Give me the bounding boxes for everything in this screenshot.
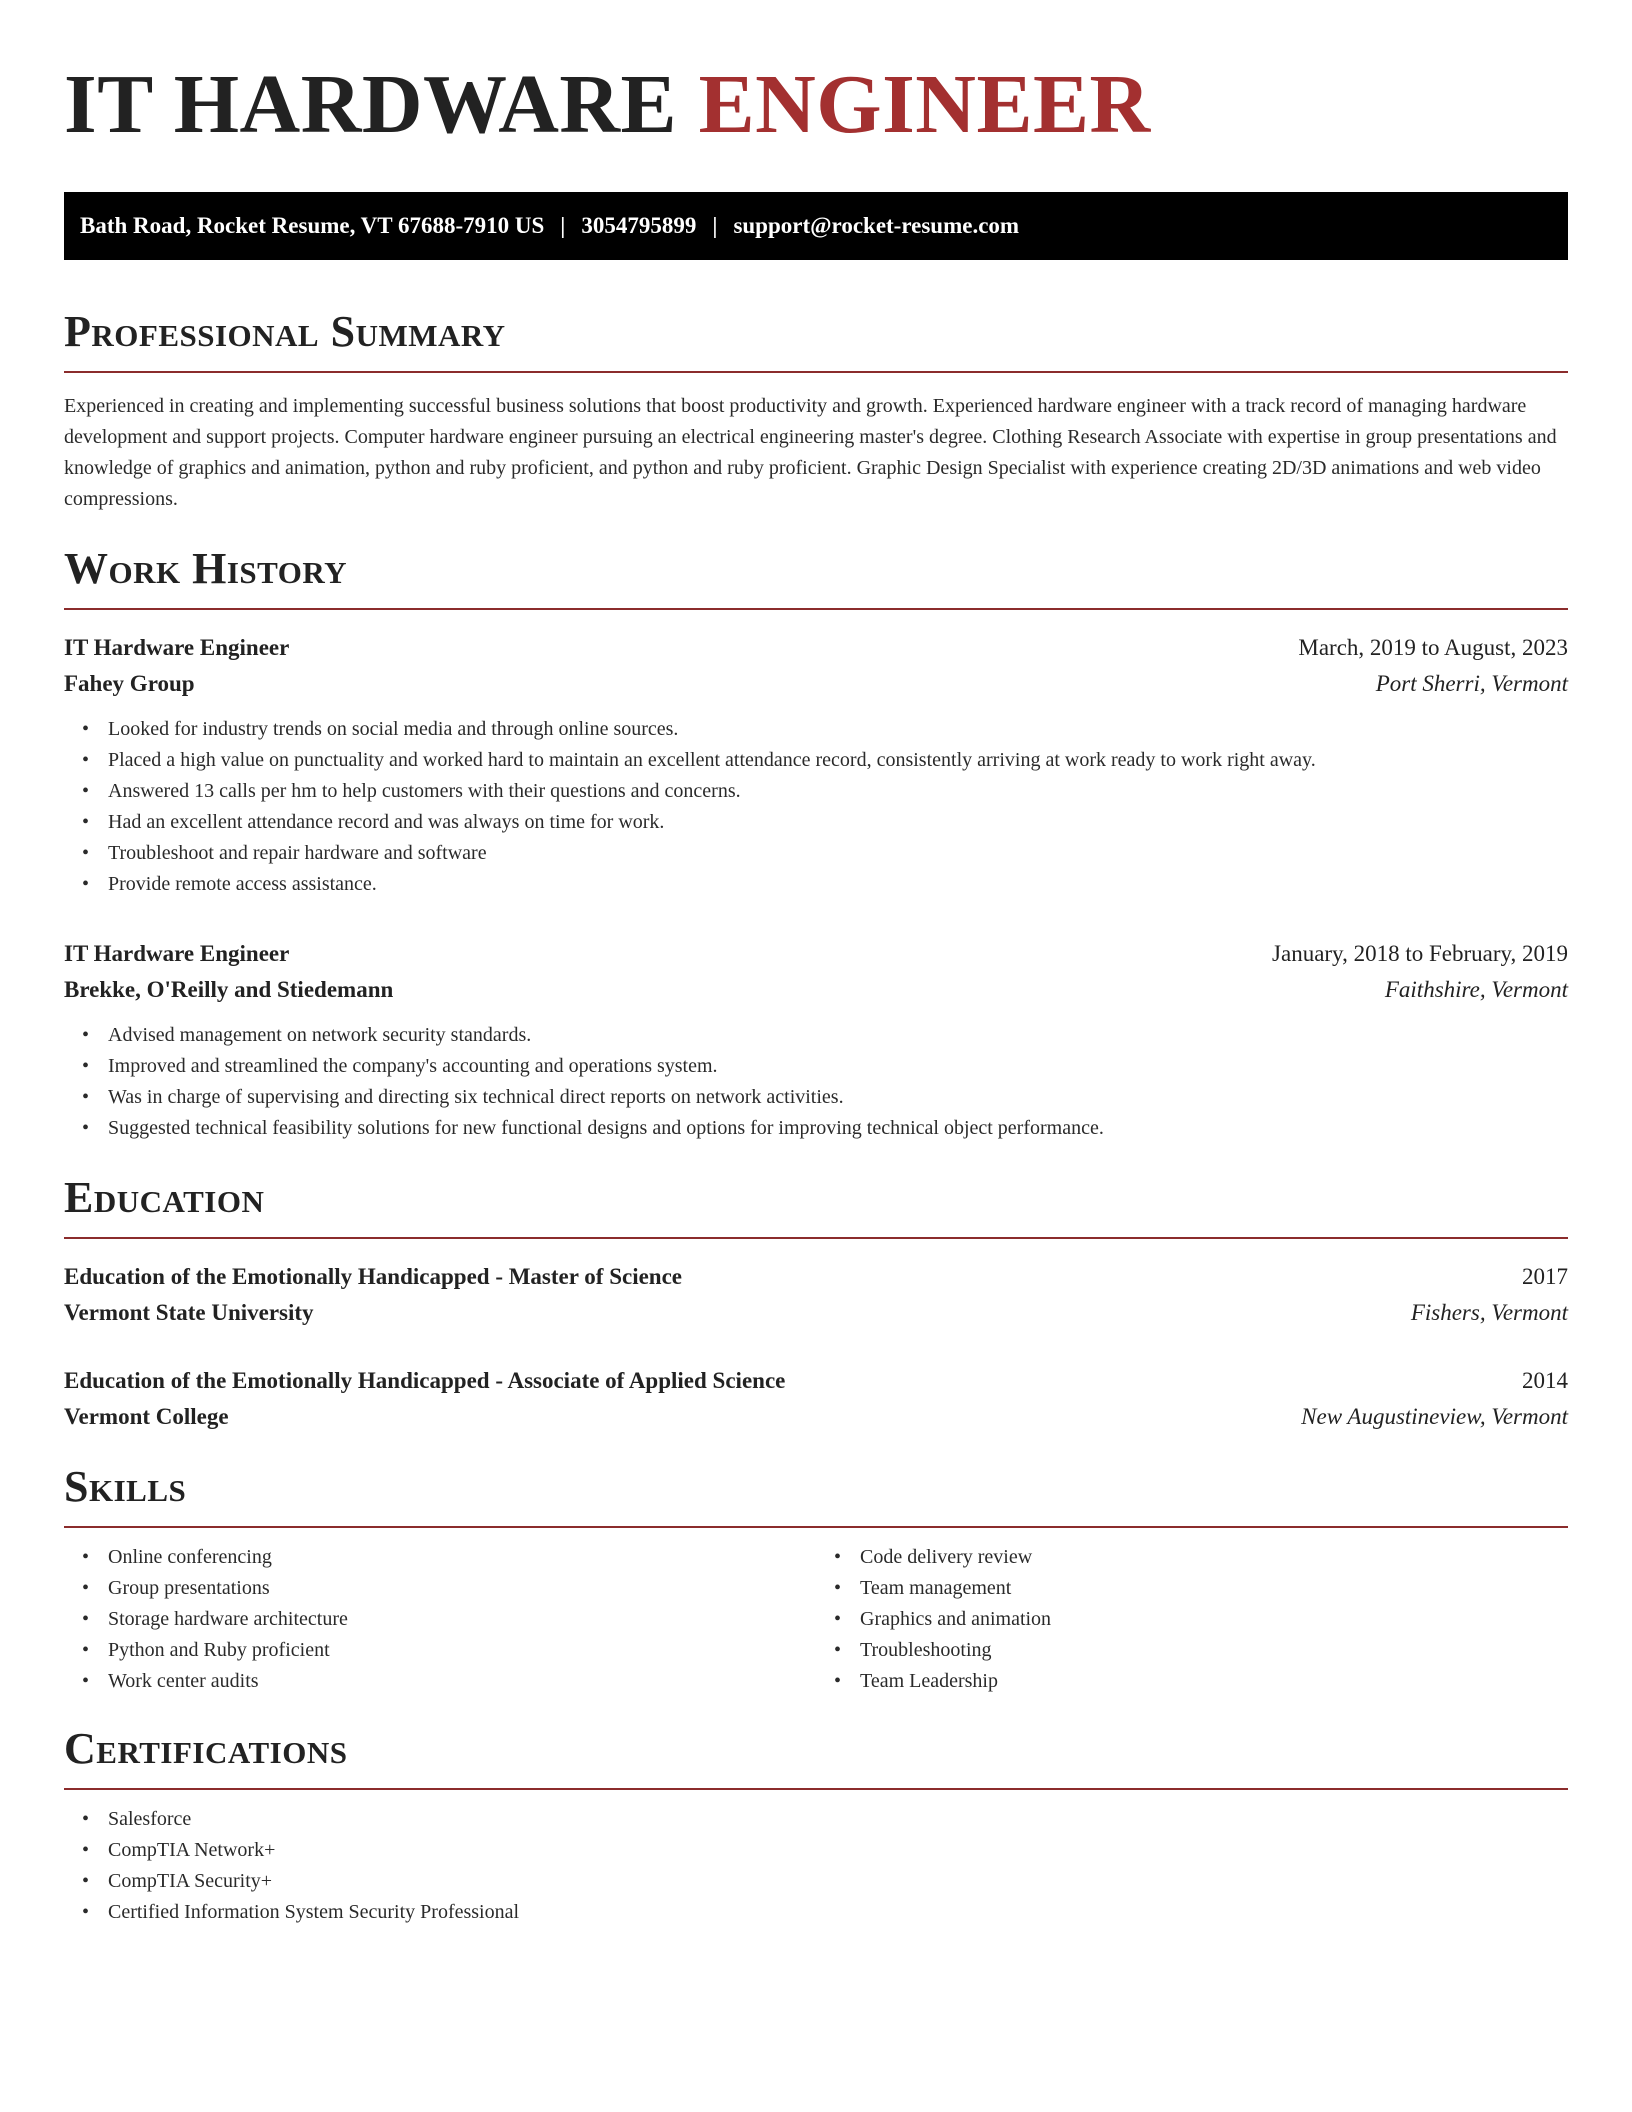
contact-separator: | bbox=[560, 213, 566, 238]
education-school-row bbox=[64, 1399, 1568, 1435]
education-degree-row bbox=[64, 1259, 1568, 1295]
list-item: • Looked for industry trends on social media and through online sources. bbox=[108, 714, 1568, 745]
skills-section bbox=[64, 1461, 1568, 1697]
summary-heading: Professional Summary bbox=[64, 307, 506, 356]
section-divider bbox=[64, 1526, 1568, 1528]
education-location: Fishers, Vermont bbox=[1410, 1300, 1568, 1325]
list-item: • Graphics and animation bbox=[860, 1604, 1568, 1635]
summary-text: Experienced in creating and implementing successful business solutions that boost productivity and growth. Experienced hardware engineer with a track record of managing hardware development and support projects. Computer hardware engineer pursuing an electrical engineering master's degree. Clothing Research Associate with expertise in group presentations and knowledge of graphics and animation, python and ruby proficient, and python and ruby proficient. Graphic Design Specialist with experience creating 2D/3D animations and web video compressions. bbox=[64, 395, 1557, 510]
work-heading: Work History bbox=[64, 544, 348, 593]
job-location: Port Sherri, Vermont bbox=[1375, 671, 1568, 696]
name-part-accent: ENGINEER bbox=[698, 58, 1151, 151]
list-item: • CompTIA Security+ bbox=[108, 1866, 1568, 1897]
list-item: • Was in charge of supervising and directing six technical direct reports on network activities. bbox=[108, 1082, 1568, 1113]
name-part-dark: IT HARDWARE bbox=[64, 58, 678, 151]
list-item: • Troubleshoot and repair hardware and software bbox=[108, 838, 1568, 869]
contact-bar bbox=[64, 192, 1568, 260]
job-bullets bbox=[64, 714, 1568, 900]
education-year: 2017 bbox=[1522, 1264, 1568, 1289]
list-item: • Online conferencing bbox=[108, 1542, 816, 1573]
list-item: • Suggested technical feasibility solutions for new functional designs and options for improving technical object performance. bbox=[108, 1113, 1568, 1144]
skills-heading: Skills bbox=[64, 1462, 187, 1511]
certifications-list bbox=[64, 1804, 1568, 1928]
work-section bbox=[64, 543, 1568, 1144]
list-item: • Team Leadership bbox=[860, 1666, 1568, 1697]
section-divider bbox=[64, 1788, 1568, 1790]
contact-email: support@rocket-resume.com bbox=[733, 213, 1020, 238]
job-dates: March, 2019 to August, 2023 bbox=[1298, 635, 1568, 660]
education-heading: Education bbox=[64, 1173, 265, 1222]
certifications-section bbox=[64, 1723, 1568, 1928]
contact-address: Bath Road, Rocket Resume, VT 67688-7910 US bbox=[80, 213, 545, 238]
job-header-row bbox=[64, 936, 1568, 972]
job-company-row bbox=[64, 972, 1568, 1008]
contact-separator: | bbox=[712, 213, 718, 238]
education-entry bbox=[64, 1259, 1568, 1331]
list-item: • Improved and streamlined the company's accounting and operations system. bbox=[108, 1051, 1568, 1082]
list-item: • Provide remote access assistance. bbox=[108, 869, 1568, 900]
education-entry bbox=[64, 1363, 1568, 1435]
education-year: 2014 bbox=[1522, 1368, 1568, 1393]
list-item: • Code delivery review bbox=[860, 1542, 1568, 1573]
certifications-heading: Certifications bbox=[64, 1724, 348, 1773]
job-header-row bbox=[64, 630, 1568, 666]
list-item: • Advised management on network security standards. bbox=[108, 1020, 1568, 1051]
resume-name bbox=[64, 0, 1568, 150]
skills-list-right bbox=[816, 1542, 1568, 1697]
education-degree-row bbox=[64, 1363, 1568, 1399]
job-entry bbox=[64, 630, 1568, 900]
education-section bbox=[64, 1172, 1568, 1435]
section-divider bbox=[64, 1237, 1568, 1239]
section-divider bbox=[64, 371, 1568, 373]
skills-grid bbox=[64, 1542, 1568, 1697]
list-item: • Certified Information System Security Professional bbox=[108, 1897, 1568, 1928]
list-item: • Storage hardware architecture bbox=[108, 1604, 816, 1635]
section-divider bbox=[64, 608, 1568, 610]
list-item: • Answered 13 calls per hm to help customers with their questions and concerns. bbox=[108, 776, 1568, 807]
job-company: Fahey Group bbox=[64, 671, 195, 696]
education-school: Vermont State University bbox=[64, 1300, 314, 1325]
list-item: • Troubleshooting bbox=[860, 1635, 1568, 1666]
education-degree: Education of the Emotionally Handicapped - Associate of Applied Science bbox=[64, 1368, 786, 1393]
contact-phone: 3054795899 bbox=[581, 213, 697, 238]
job-dates: January, 2018 to February, 2019 bbox=[1272, 941, 1568, 966]
job-company: Brekke, O'Reilly and Stiedemann bbox=[64, 977, 394, 1002]
skills-list-left bbox=[64, 1542, 816, 1697]
education-location: New Augustineview, Vermont bbox=[1301, 1404, 1568, 1429]
job-bullets bbox=[64, 1020, 1568, 1144]
list-item: • Group presentations bbox=[108, 1573, 816, 1604]
job-title: IT Hardware Engineer bbox=[64, 635, 290, 660]
job-company-row bbox=[64, 666, 1568, 702]
list-item: • Python and Ruby proficient bbox=[108, 1635, 816, 1666]
list-item: • Placed a high value on punctuality and worked hard to maintain an excellent attendance record, consistently arriving at work ready to work right away. bbox=[108, 745, 1568, 776]
list-item: • Salesforce bbox=[108, 1804, 1568, 1835]
education-school: Vermont College bbox=[64, 1404, 229, 1429]
job-location: Faithshire, Vermont bbox=[1384, 977, 1568, 1002]
job-entry bbox=[64, 936, 1568, 1144]
list-item: • CompTIA Network+ bbox=[108, 1835, 1568, 1866]
list-item: • Team management bbox=[860, 1573, 1568, 1604]
list-item: • Work center audits bbox=[108, 1666, 816, 1697]
summary-section bbox=[64, 306, 1568, 515]
education-school-row bbox=[64, 1295, 1568, 1331]
job-title: IT Hardware Engineer bbox=[64, 941, 290, 966]
list-item: • Had an excellent attendance record and was always on time for work. bbox=[108, 807, 1568, 838]
education-degree: Education of the Emotionally Handicapped - Master of Science bbox=[64, 1264, 683, 1289]
